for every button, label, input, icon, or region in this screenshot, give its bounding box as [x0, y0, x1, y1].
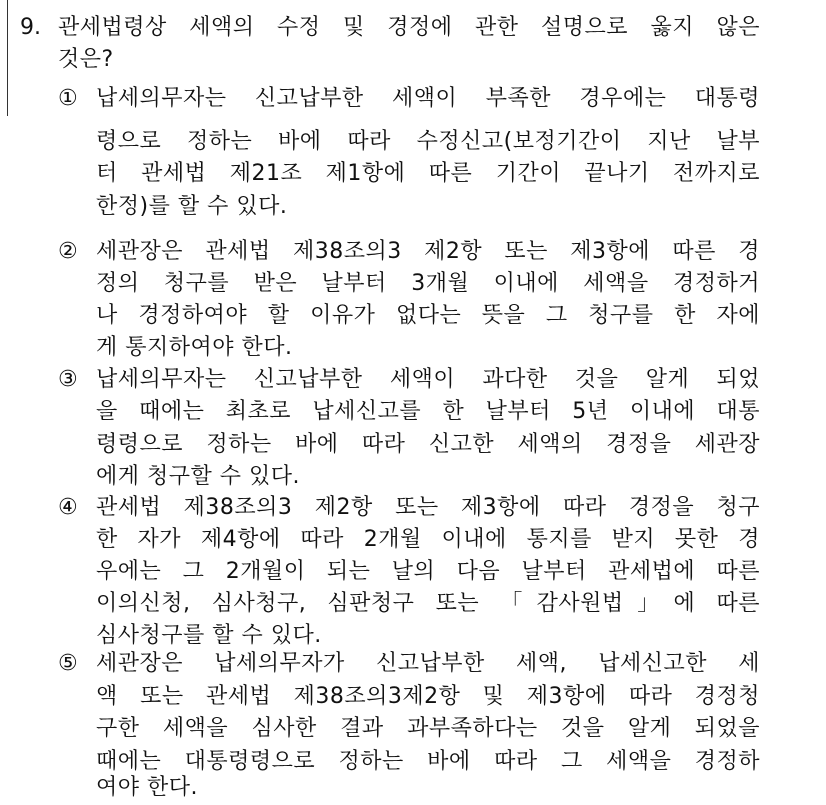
- question-number: 9.: [20, 15, 41, 40]
- option-marker-3: ③: [58, 367, 78, 392]
- option-4-text-line: 관세법 제38조의3 제2항 또는 제3항에 따라 경정을 청구: [96, 495, 760, 520]
- option-5-text-line: 구한 세액을 심사한 결과 과부족하다는 것을 알게 되었을: [96, 716, 760, 741]
- option-marker-2: ②: [58, 239, 78, 264]
- option-4-text-line: 한 자가 제4항에 따라 2개월 이내에 통지를 받지 못한 경: [96, 527, 760, 552]
- question-text-line: 것은?: [58, 47, 114, 72]
- option-4-text-line: 이의신청, 심사청구, 심판청구 또는 「감사원법」에 따른: [96, 591, 760, 616]
- option-3-text-line: 납세의무자는 신고납부한 세액이 과다한 것을 알게 되었: [96, 367, 760, 392]
- option-marker-5: ⑤: [58, 651, 78, 676]
- option-2-text-line: 게 통지하여야 한다.: [96, 335, 293, 360]
- option-3-text-line: 에게 청구할 수 있다.: [96, 464, 300, 489]
- option-3-text-line: 을 때에는 최초로 납세신고를 한 날부터 5년 이내에 대통: [96, 399, 760, 424]
- option-5-text-line: 세관장은 납세의무자가 신고납부한 세액, 납세신고한 세: [96, 651, 760, 676]
- option-marker-1: ①: [58, 86, 78, 111]
- option-3-text-line: 령령으로 정하는 바에 따라 신고한 세액의 경정을 세관장: [96, 432, 760, 457]
- option-marker-4: ④: [58, 495, 78, 520]
- option-4-text-line: 심사청구를 할 수 있다.: [96, 623, 322, 648]
- option-4-text-line: 우에는 그 2개월이 되는 날의 다음 날부터 관세법에 따른: [96, 559, 760, 584]
- option-5-text-line: 때에는 대통령령으로 정하는 바에 따라 그 세액을 경정하: [96, 749, 760, 774]
- option-5-text-line: 액 또는 관세법 제38조의3제2항 및 제3항에 따라 경정청: [96, 684, 760, 709]
- option-2-text-line: 나 경정하여야 할 이유가 없다는 뜻을 그 청구를 한 자에: [96, 303, 760, 328]
- option-1-text-line: 터 관세법 제21조 제1항에 따른 기간이 끝나기 전까지로: [96, 161, 760, 186]
- option-1-text-line: 령으로 정하는 바에 따라 수정신고(보정기간이 지난 날부: [96, 129, 760, 154]
- margin-rule: [7, 0, 8, 116]
- option-5-text-line: 여야 한다.: [96, 775, 198, 800]
- option-1-text-line: 납세의무자는 신고납부한 세액이 부족한 경우에는 대통령: [96, 86, 760, 111]
- question-text-line: 관세법령상 세액의 수정 및 경정에 관한 설명으로 옳지 않은: [58, 15, 760, 40]
- option-1-text-line: 한정)를 할 수 있다.: [96, 194, 288, 219]
- option-2-text-line: 정의 청구를 받은 날부터 3개월 이내에 세액을 경정하거: [96, 271, 760, 296]
- option-2-text-line: 세관장은 관세법 제38조의3 제2항 또는 제3항에 따른 경: [96, 239, 760, 264]
